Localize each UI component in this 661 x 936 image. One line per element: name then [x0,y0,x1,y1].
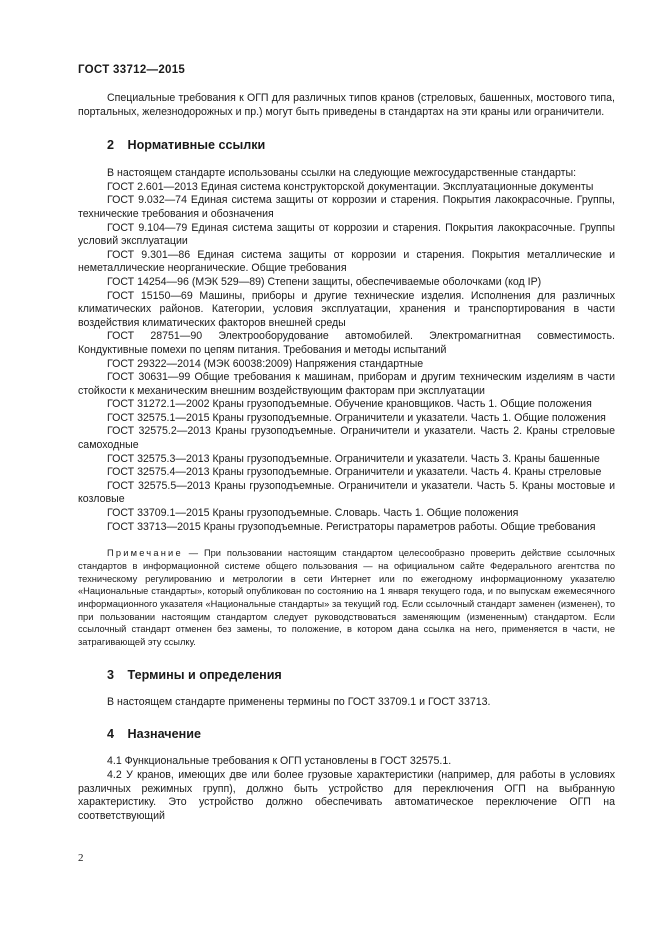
intro-paragraph: Специальные требования к ОГП для различных типов кранов (стреловых, башенных, мостового типа, портальных, железнодорожных и пр.) могут быть приведены в стандартах на эти краны или ограничители. [78,92,615,118]
references-lead: В настоящем стандарте использованы ссылки на следующие межгосударственные стандарты: [107,167,577,180]
note-label: Примечание [107,548,183,559]
page-number: 2 [78,852,84,864]
reference-item: ГОСТ 28751—90 Электрооборудование автомобилей. Электромагнитная совместимость. Кондуктивные помехи по цепям питания. Требования и методы испытаний [78,330,615,356]
terms-paragraph: В настоящем стандарте применены термины по ГОСТ 33709.1 и ГОСТ 33713. [107,695,491,708]
reference-item: ГОСТ 2.601—2013 Единая система конструкторской документации. Эксплуатационные документы [107,180,594,193]
section-2-heading [78,137,615,153]
clause-4-1: 4.1 Функциональные требования к ОГП установлены в ГОСТ 32575.1. [107,755,452,768]
reference-item: ГОСТ 32575.1—2015 Краны грузоподъемные. Ограничители и указатели. Часть 1. Общие положения [107,411,606,424]
reference-item: ГОСТ 32575.3—2013 Краны грузоподъемные. Ограничители и указатели. Часть 3. Краны башенные [107,452,600,465]
clause-4-2: 4.2 У кранов, имеющих две или более грузовые характеристики (например, для работы в условиях различных режимных групп), должно быть устройство для переключения ОГП на выбранную характеристику. Это устройство должно обеспечивать автоматическое переключение ОГП на соответствующий [78,769,615,822]
reference-item: ГОСТ 30631—99 Общие требования к машинам, приборам и другим техническим изделиям в части стойкости к механическим внешним воздействующим факторам при эксплуатации [78,371,615,397]
section-number: 3 [107,667,115,682]
reference-item: ГОСТ 33713—2015 Краны грузоподъемные. Регистраторы параметров работы. Общие требования [107,520,596,533]
reference-item: ГОСТ 15150—69 Машины, приборы и другие технические изделия. Исполнения для различных климатических районов. Категории, условия эксплуатации, хранения и транспортирования в части воздействия климатических факторов внешней среды [78,289,615,329]
reference-item: ГОСТ 9.032—74 Единая система защиты от коррозии и старения. Покрытия лакокрасочные. Группы, технические требования и обозначения [78,194,615,220]
document-header: ГОСТ 33712—2015 [78,64,186,76]
reference-item: ГОСТ 9.104—79 Единая система защиты от коррозии и старения. Покрытия лакокрасочные. Группы условий эксплуатации [78,221,615,248]
purpose-section [78,755,615,823]
section-4-heading [78,726,615,742]
section-title: Термины и определения [127,667,282,682]
reference-item: ГОСТ 9.301—86 Единая система защиты от коррозии и старения. Покрытия металлические и неметаллические неорганические. Общие требования [78,248,615,275]
reference-item: ГОСТ 33709.1—2015 Краны грузоподъемные. Словарь. Часть 1. Общие положения [107,507,519,520]
document-body [78,92,615,823]
note-block [78,547,615,649]
section-3-heading [78,667,615,683]
note-text: — При пользовании настоящим стандартом целесообразно проверить действие ссылочных стандартов в информационной системе общего пользования — на официальном сайте Федерального агентства по техническому регулированию и метрологии в сети Интернет или по ежегодному информационному указателю «Национальные стандарты», который опубликован по состоянию на 1 января текущего года, и по выпускам ежемесячного информационного указателя «Национальные стандарты» за текущий год. Если ссылочный стандарт заменен (изменен), то при пользовании настоящим стандартом следует руководствоваться заменяющим (измененным) стандартом. Если ссылочный стандарт отменен без замены, то положение, в котором дана ссылка на него, применяется в части, не затрагивающей эту ссылку. [78,548,615,648]
reference-list [78,181,615,534]
section-title: Назначение [127,727,201,742]
section-number: 2 [107,138,115,153]
reference-item: ГОСТ 32575.4—2013 Краны грузоподъемные. Ограничители и указатели. Часть 4. Краны стреловые [107,466,602,479]
section-number: 4 [107,727,115,742]
reference-item: ГОСТ 29322—2014 (МЭК 60038:2009) Напряжения стандартные [107,357,424,370]
reference-item: ГОСТ 32575.5—2013 Краны грузоподъемные. Ограничители и указатели. Часть 5. Краны мостовые и козловые [78,479,615,506]
reference-item: ГОСТ 14254—96 (МЭК 529—89) Степени защиты, обеспечиваемые оболочками (код IP) [107,275,542,288]
reference-item: ГОСТ 32575.2—2013 Краны грузоподъемные. Ограничители и указатели. Часть 2. Краны стреловые самоходные [78,425,615,452]
section-title: Нормативные ссылки [127,138,266,153]
reference-item: ГОСТ 31272.1—2002 Краны грузоподъемные. Обучение крановщиков. Часть 1. Общие положения [107,398,592,411]
